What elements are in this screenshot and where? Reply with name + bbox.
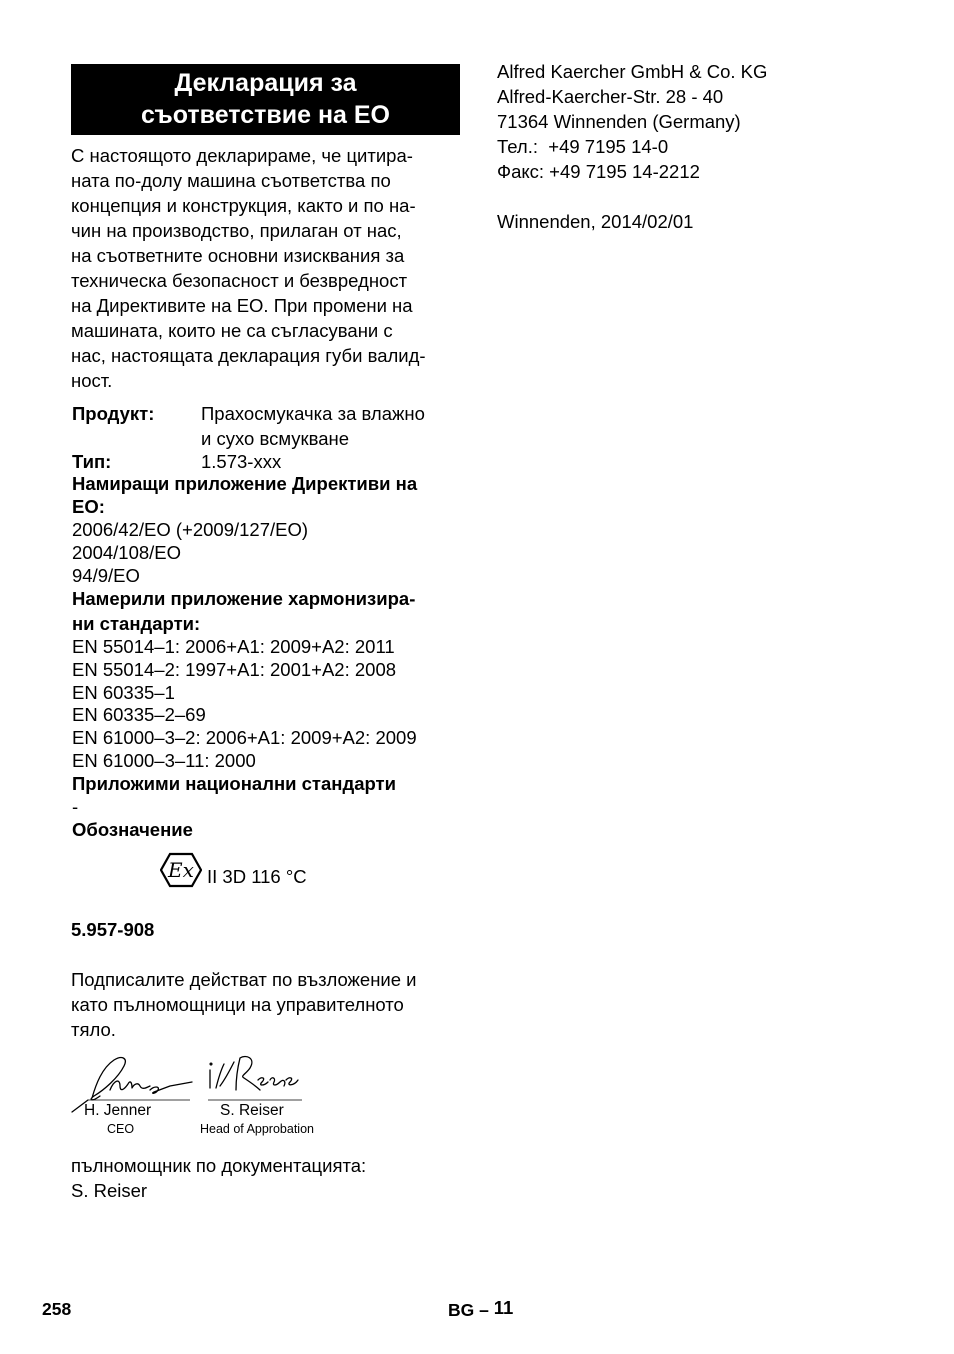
language-page-marker bbox=[448, 1299, 513, 1321]
company-address bbox=[497, 59, 767, 184]
authority-line: като пълномощници на управителното bbox=[71, 994, 404, 1015]
part-number: 5.957-908 bbox=[71, 919, 155, 940]
type-value: 1.573-xxx bbox=[201, 451, 282, 472]
intro-paragraph bbox=[71, 143, 463, 393]
intro-line: на съответните основни изисквания за bbox=[71, 245, 405, 266]
language-page-number: 11 bbox=[493, 1297, 514, 1318]
place-date: Winnenden, 2014/02/01 bbox=[497, 211, 694, 232]
product-label: Продукт: bbox=[72, 403, 155, 424]
standard-item: EN 55014–2: 1997+A1: 2001+A2: 2008 bbox=[72, 659, 397, 680]
standard-item: EN 61000–3–11: 2000 bbox=[72, 750, 256, 771]
marking-text: II 3D 116 °C bbox=[207, 866, 307, 887]
intro-line: на Директивите на ЕО. При промени на bbox=[71, 295, 413, 316]
signatory-2-name: S. Reiser bbox=[220, 1102, 284, 1119]
company-line: Факс: +49 7195 14-2212 bbox=[497, 161, 700, 182]
directive-item: 2006/42/EO (+2009/127/EO) bbox=[72, 519, 309, 540]
intro-line: чин на производство, прилаган от нас, bbox=[71, 220, 402, 241]
product-value-line-2: и сухо всмукване bbox=[201, 428, 349, 449]
page-number: 258 bbox=[42, 1299, 72, 1319]
authority-line: тяло. bbox=[71, 1019, 116, 1040]
title-line-1: Декларация за bbox=[174, 69, 357, 97]
directives-heading-line-2: ЕО: bbox=[72, 496, 105, 517]
signatory-2-role: Head of Approbation bbox=[200, 1122, 314, 1136]
ex-atex-icon bbox=[160, 852, 202, 888]
type-label: Тип: bbox=[72, 451, 112, 472]
title-line-2: съответствие на ЕО bbox=[140, 101, 391, 129]
intro-line: ност. bbox=[71, 370, 113, 391]
intro-line: концепция и конструкция, както и по на- bbox=[71, 195, 416, 216]
intro-line: техническа безопасност и безвредност bbox=[71, 270, 408, 291]
standard-item: EN 60335–2–69 bbox=[72, 704, 206, 725]
declaration-title bbox=[71, 64, 460, 135]
standards-heading-line-2: ни стандарти: bbox=[72, 613, 201, 634]
directive-item: 2004/108/EO bbox=[72, 542, 182, 563]
standards-heading-line-1: Намерили приложение хармонизира- bbox=[72, 588, 416, 609]
authority-statement bbox=[71, 967, 417, 1042]
standard-item: EN 60335–1 bbox=[72, 682, 175, 703]
authority-line: Подписалите действат по възложение и bbox=[71, 969, 417, 990]
signatory-1-role: CEO bbox=[107, 1122, 135, 1136]
doc-rep-label: пълномощник по документацията: bbox=[71, 1155, 367, 1176]
company-line: Alfred Kaercher GmbH & Co. KG bbox=[497, 61, 768, 82]
product-value-line-1: Прахосмукачка за влажно bbox=[201, 403, 425, 424]
intro-line: С настоящото декларираме, че цитира- bbox=[71, 145, 413, 166]
company-line: Тел.: +49 7195 14-0 bbox=[497, 136, 669, 157]
standard-item: EN 61000–3–2: 2006+A1: 2009+A2: 2009 bbox=[72, 727, 417, 748]
company-line: 71364 Winnenden (Germany) bbox=[497, 111, 741, 132]
doc-rep-name: S. Reiser bbox=[71, 1180, 148, 1201]
signatory-1-name: H. Jenner bbox=[84, 1102, 152, 1119]
intro-line: машината, които не са съгласувани с bbox=[71, 320, 393, 341]
directive-item: 94/9/EO bbox=[72, 565, 140, 586]
directives-heading-line-1: Намиращи приложение Директиви на bbox=[72, 473, 418, 494]
documentation-representative bbox=[71, 1153, 366, 1203]
standard-item: EN 55014–1: 2006+A1: 2009+A2: 2011 bbox=[72, 636, 395, 657]
company-line: Alfred-Kaercher-Str. 28 - 40 bbox=[497, 86, 724, 107]
intro-line: ната по-долу машина съответства по bbox=[71, 170, 391, 191]
national-standards-value: - bbox=[72, 796, 79, 817]
language-code: BG – bbox=[448, 1300, 489, 1320]
svg-text:Ex: Ex bbox=[168, 858, 194, 882]
marking-heading: Обозначение bbox=[72, 819, 193, 840]
intro-line: нас, настоящата декларация губи валид- bbox=[71, 345, 426, 366]
national-standards-heading: Приложими национални стандарти bbox=[72, 773, 396, 794]
